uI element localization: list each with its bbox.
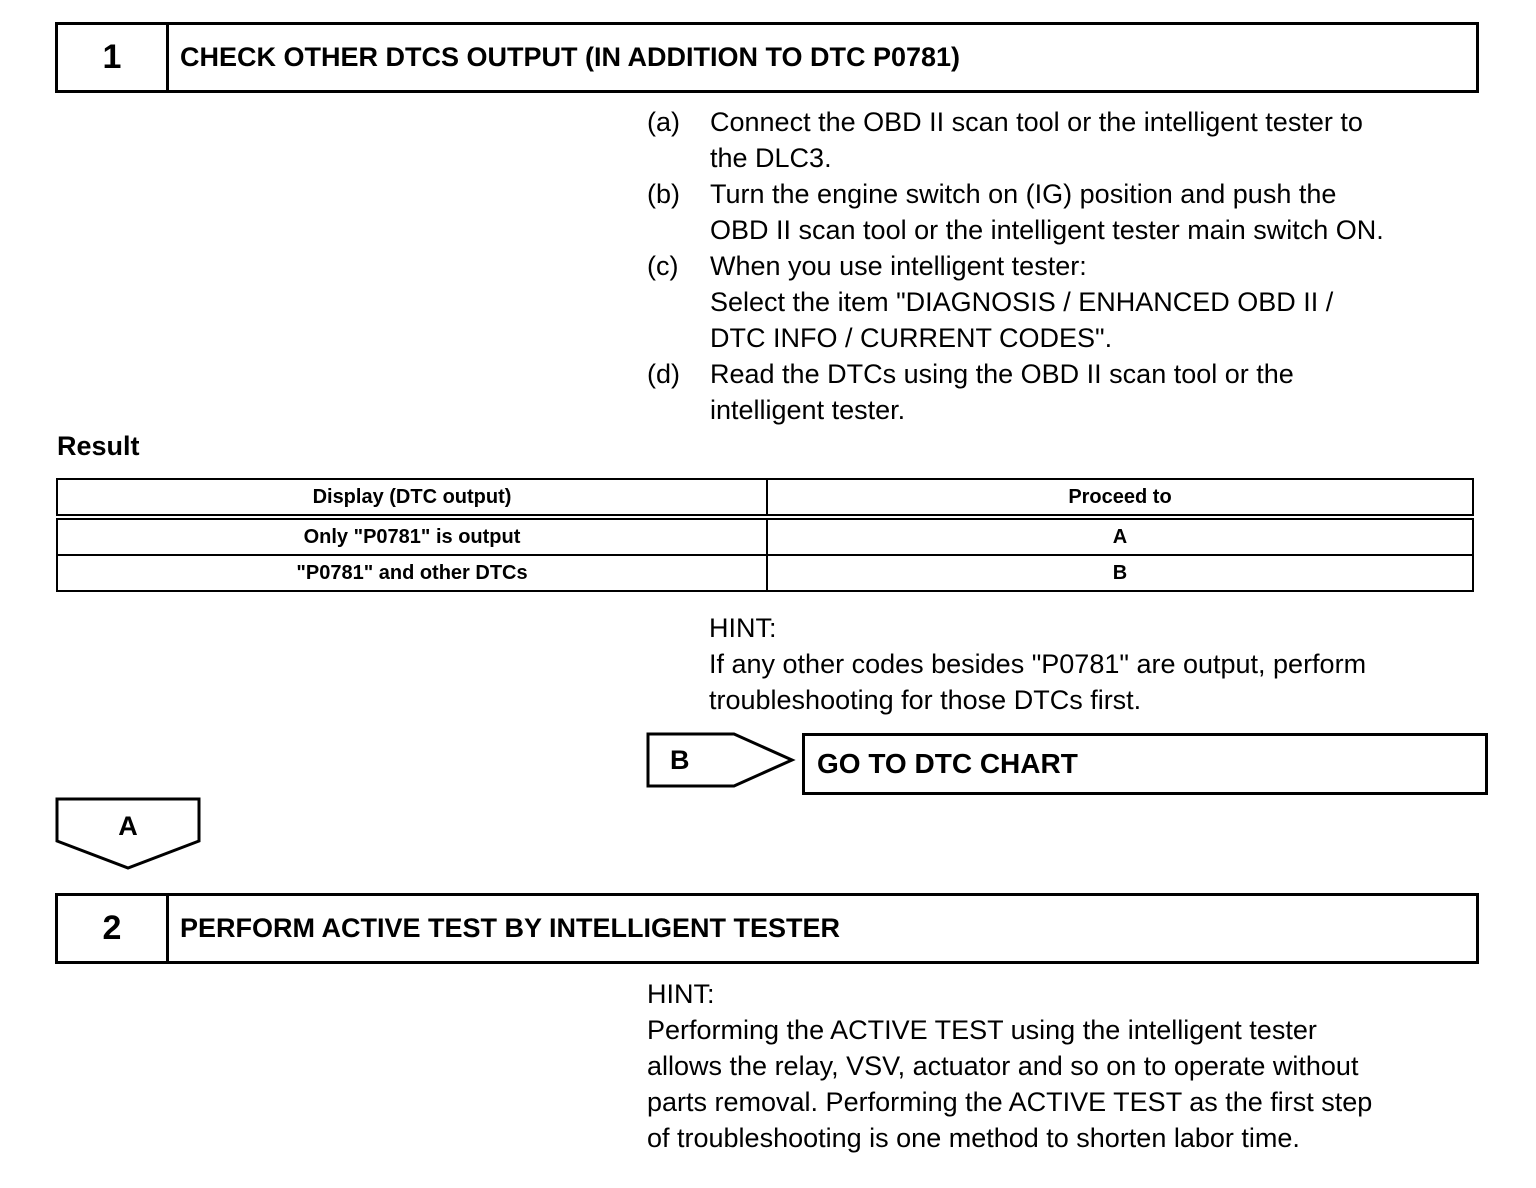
instruction-line: OBD II scan tool or the intelligent tester main switch ON. — [710, 215, 1384, 245]
instruction-letter: (c) — [647, 251, 679, 281]
hint-line: allows the relay, VSV, actuator and so on to operate without — [647, 1051, 1359, 1081]
instruction-text — [710, 248, 1487, 356]
instruction-item-c — [647, 248, 1487, 356]
table-row — [57, 555, 1473, 591]
step-2-title: PERFORM ACTIVE TEST BY INTELLIGENT TESTER — [180, 913, 841, 943]
hint-line: Performing the ACTIVE TEST using the intelligent tester — [647, 1015, 1317, 1045]
instruction-line: Connect the OBD II scan tool or the intelligent tester to — [710, 107, 1363, 137]
table-row — [57, 517, 1473, 555]
instruction-line: intelligent tester. — [710, 395, 906, 425]
step-2-header — [55, 893, 1479, 964]
hint-line: troubleshooting for those DTCs first. — [709, 685, 1142, 715]
instruction-line: the DLC3. — [710, 143, 832, 173]
hint-label: HINT: — [709, 613, 777, 643]
branch-b-arrow-icon — [646, 732, 796, 790]
instruction-line: DTC INFO / CURRENT CODES". — [710, 323, 1113, 353]
step-1-number: 1 — [58, 25, 169, 90]
table-cell: Only "P0781" is output — [57, 517, 767, 555]
instruction-letter: (d) — [647, 359, 680, 389]
instruction-line: When you use intelligent tester: — [710, 251, 1087, 281]
instruction-line: Select the item "DIAGNOSIS / ENHANCED OBD II / — [710, 287, 1334, 317]
hint-line: parts removal. Performing the ACTIVE TEST as the first step — [647, 1087, 1373, 1117]
table-header-cell: Display (DTC output) — [57, 479, 767, 517]
table-cell: A — [767, 517, 1473, 555]
instruction-letter: (b) — [647, 179, 680, 209]
instruction-item-b — [647, 176, 1487, 248]
hint-line: of troubleshooting is one method to shorten labor time. — [647, 1123, 1300, 1153]
result-label: Result — [57, 431, 140, 461]
branch-b-letter: B — [670, 745, 690, 775]
instruction-line: Read the DTCs using the OBD II scan tool or the — [710, 359, 1294, 389]
table-cell: B — [767, 555, 1473, 591]
table-header-row — [57, 479, 1473, 517]
branch-a-letter: A — [118, 811, 138, 841]
instruction-line: Turn the engine switch on (IG) position and push the — [710, 179, 1337, 209]
instruction-item-d — [647, 356, 1487, 428]
hint-label: HINT: — [647, 979, 715, 1009]
table-cell: "P0781" and other DTCs — [57, 555, 767, 591]
instruction-text — [710, 104, 1487, 176]
hint-1 — [709, 610, 1489, 718]
hint-line: If any other codes besides "P0781" are output, perform — [709, 649, 1367, 679]
instruction-text — [710, 176, 1487, 248]
step-1-title: CHECK OTHER DTCS OUTPUT (IN ADDITION TO DTC P0781) — [180, 42, 961, 72]
hint-2 — [647, 976, 1497, 1156]
instruction-letter: (a) — [647, 107, 680, 137]
goto-dtc-chart-box: GO TO DTC CHART — [802, 733, 1488, 795]
step-1-header — [55, 22, 1479, 93]
instruction-text — [710, 356, 1487, 428]
step-2-number: 2 — [58, 896, 169, 961]
table-header-cell: Proceed to — [767, 479, 1473, 517]
instruction-list — [647, 104, 1487, 428]
result-table — [56, 478, 1474, 592]
instruction-item-a — [647, 104, 1487, 176]
